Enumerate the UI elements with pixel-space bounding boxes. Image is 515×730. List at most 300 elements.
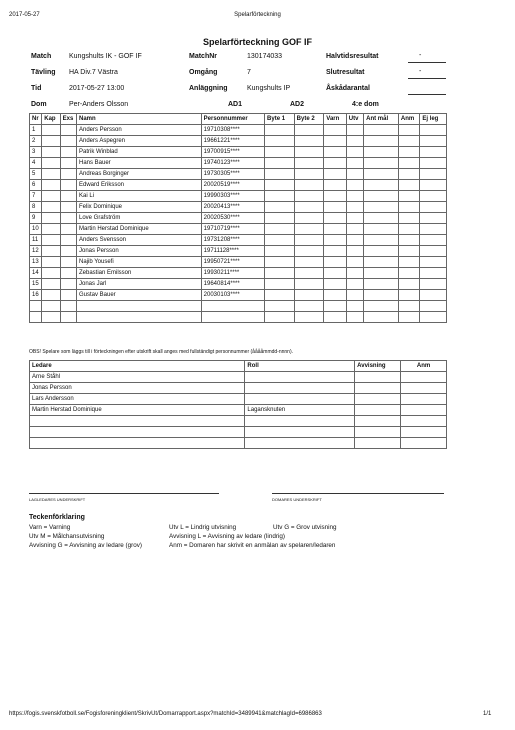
player-cell xyxy=(346,158,363,169)
player-cell xyxy=(60,224,76,235)
player-nr xyxy=(30,312,42,323)
leaders-header-row xyxy=(30,361,447,372)
leader-row xyxy=(30,438,447,449)
player-cell xyxy=(60,301,76,312)
player-row xyxy=(30,224,447,235)
player-cell xyxy=(265,147,295,158)
player-cell xyxy=(420,180,447,191)
player-cell xyxy=(420,224,447,235)
player-name: Anders Aspegren xyxy=(76,136,201,147)
askadar-line xyxy=(408,94,446,95)
player-personnummer: 19700915**** xyxy=(201,147,264,158)
player-cell xyxy=(324,301,346,312)
player-row xyxy=(30,147,447,158)
leaders-col-header: Ledare xyxy=(30,361,245,372)
ad1-label: AD1 xyxy=(228,101,243,108)
player-nr: 14 xyxy=(30,268,42,279)
players-col-header: Kap xyxy=(42,114,60,125)
page-title: Spelarförteckning GOF IF xyxy=(202,37,312,47)
player-cell xyxy=(398,268,419,279)
player-personnummer: 20020413**** xyxy=(201,202,264,213)
player-cell xyxy=(265,136,295,147)
player-cell xyxy=(265,191,295,202)
legend-anm: Anm = Domaren har skrivit en anmälan av spelaren/ledaren xyxy=(169,542,336,549)
player-cell xyxy=(60,169,76,180)
player-name: Anders Svensson xyxy=(76,235,201,246)
askadar-label: Åskådarantal xyxy=(326,85,370,92)
player-personnummer: 19640814**** xyxy=(201,279,264,290)
player-cell xyxy=(294,136,324,147)
player-cell xyxy=(42,213,60,224)
player-cell xyxy=(346,202,363,213)
player-cell xyxy=(294,125,324,136)
player-cell xyxy=(324,246,346,257)
legend-utv-g: Utv G = Grov utvisning xyxy=(273,524,337,531)
leader-cell xyxy=(355,372,401,383)
players-col-header: Nr xyxy=(30,114,42,125)
matchnr-label: MatchNr xyxy=(189,53,218,60)
note-text: OBS! Spelare som läggs till i förteckningen efter utskrift skall anges med fullständigt personnummer (ååååmmdd-nnnn). xyxy=(29,349,294,355)
footer-url: https://fogis.svenskfotboll.se/Fogisforeningklient/SkrivUt/Domarrapport.aspx?matchId=3489941&matchlagId=6986863 xyxy=(9,711,322,717)
player-nr: 1 xyxy=(30,125,42,136)
players-col-header: Namn xyxy=(76,114,201,125)
player-cell xyxy=(324,147,346,158)
player-cell xyxy=(346,268,363,279)
player-cell xyxy=(398,191,419,202)
player-row xyxy=(30,180,447,191)
player-cell xyxy=(265,213,295,224)
player-cell xyxy=(60,290,76,301)
player-cell xyxy=(364,279,399,290)
player-cell xyxy=(294,213,324,224)
player-cell xyxy=(420,202,447,213)
player-cell xyxy=(265,169,295,180)
leader-cell xyxy=(355,416,401,427)
player-personnummer: 19711128**** xyxy=(201,246,264,257)
player-personnummer: 19930211**** xyxy=(201,268,264,279)
leader-role xyxy=(245,416,355,427)
player-cell xyxy=(420,312,447,323)
players-col-header: Utv xyxy=(346,114,363,125)
player-row xyxy=(30,268,447,279)
leader-cell xyxy=(355,427,401,438)
player-cell xyxy=(398,279,419,290)
player-nr: 12 xyxy=(30,246,42,257)
legend-varn: Varn = Varning xyxy=(29,524,71,531)
player-cell xyxy=(398,257,419,268)
player-cell xyxy=(398,290,419,301)
player-cell xyxy=(265,180,295,191)
leader-role xyxy=(245,438,355,449)
player-cell xyxy=(294,290,324,301)
player-cell xyxy=(324,169,346,180)
player-personnummer: 19710719**** xyxy=(201,224,264,235)
player-cell xyxy=(324,290,346,301)
player-cell xyxy=(364,125,399,136)
player-nr: 5 xyxy=(30,169,42,180)
leader-cell xyxy=(401,394,447,405)
player-cell xyxy=(420,125,447,136)
player-row xyxy=(30,301,447,312)
leaders-col-header: Avvisning xyxy=(355,361,401,372)
player-cell xyxy=(346,235,363,246)
legend-avvisning-g: Avvisning G = Avvisning av ledare (grov) xyxy=(29,542,142,549)
player-cell xyxy=(42,125,60,136)
player-cell xyxy=(265,125,295,136)
players-col-header: Personnummer xyxy=(201,114,264,125)
anlaggning-value: Kungshults IP xyxy=(247,85,291,92)
players-header-row xyxy=(30,114,447,125)
player-cell xyxy=(398,125,419,136)
player-cell xyxy=(294,191,324,202)
player-cell xyxy=(265,158,295,169)
leader-role xyxy=(245,372,355,383)
player-cell xyxy=(294,257,324,268)
player-cell xyxy=(265,246,295,257)
player-cell xyxy=(398,180,419,191)
player-cell xyxy=(42,147,60,158)
player-cell xyxy=(346,224,363,235)
legend-avvisning-l: Avvisning L = Avvisning av ledare (lindrig) xyxy=(169,533,285,540)
referee-signature-label: DOMARES UNDERSKRIFT xyxy=(272,497,322,502)
player-cell xyxy=(346,290,363,301)
player-cell xyxy=(420,191,447,202)
player-cell xyxy=(324,224,346,235)
player-cell xyxy=(42,191,60,202)
player-name xyxy=(76,312,201,323)
player-cell xyxy=(42,290,60,301)
player-nr: 16 xyxy=(30,290,42,301)
player-personnummer: 20020519**** xyxy=(201,180,264,191)
player-cell xyxy=(420,169,447,180)
player-cell xyxy=(420,235,447,246)
players-col-header: Ant mål xyxy=(364,114,399,125)
player-cell xyxy=(60,279,76,290)
tavling-value: HA Div.7 Västra xyxy=(69,69,118,76)
player-cell xyxy=(324,279,346,290)
player-name: Najib Yousefi xyxy=(76,257,201,268)
player-cell xyxy=(265,268,295,279)
player-row xyxy=(30,279,447,290)
player-cell xyxy=(324,136,346,147)
player-nr: 8 xyxy=(30,202,42,213)
players-col-header: Varn xyxy=(324,114,346,125)
leaders-col-header: Roll xyxy=(245,361,355,372)
player-name: Zebastian Emilsson xyxy=(76,268,201,279)
player-cell xyxy=(265,312,295,323)
halvtid-line xyxy=(408,62,446,63)
leader-cell xyxy=(401,438,447,449)
player-cell xyxy=(420,268,447,279)
player-cell xyxy=(42,312,60,323)
player-cell xyxy=(42,246,60,257)
legend-title: Teckenförklaring xyxy=(29,514,85,521)
tid-value: 2017-05-27 13:00 xyxy=(69,85,125,92)
leaders-col-header: Anm xyxy=(401,361,447,372)
player-cell xyxy=(265,235,295,246)
leader-role xyxy=(245,394,355,405)
leader-row xyxy=(30,383,447,394)
player-name: Gustav Bauer xyxy=(76,290,201,301)
player-cell xyxy=(265,301,295,312)
player-cell xyxy=(60,158,76,169)
leader-name xyxy=(30,438,245,449)
player-cell xyxy=(60,125,76,136)
tavling-label: Tävling xyxy=(31,69,56,76)
player-name: Anders Persson xyxy=(76,125,201,136)
leader-row xyxy=(30,405,447,416)
player-cell xyxy=(294,268,324,279)
referee-signature-line xyxy=(272,493,444,494)
player-cell xyxy=(324,312,346,323)
player-cell xyxy=(294,279,324,290)
leader-cell xyxy=(355,438,401,449)
player-personnummer: 19661221**** xyxy=(201,136,264,147)
leader-row xyxy=(30,394,447,405)
leaders-table xyxy=(29,360,447,449)
player-personnummer: 20030103**** xyxy=(201,290,264,301)
player-cell xyxy=(42,257,60,268)
player-cell xyxy=(324,191,346,202)
player-cell xyxy=(42,158,60,169)
player-cell xyxy=(42,180,60,191)
leader-cell xyxy=(355,405,401,416)
player-cell xyxy=(398,147,419,158)
leader-role xyxy=(245,383,355,394)
player-cell xyxy=(42,268,60,279)
player-cell xyxy=(42,224,60,235)
player-cell xyxy=(346,136,363,147)
player-name: Jonas Persson xyxy=(76,246,201,257)
player-cell xyxy=(398,301,419,312)
player-cell xyxy=(398,202,419,213)
player-personnummer: 19740123**** xyxy=(201,158,264,169)
player-personnummer: 19710308**** xyxy=(201,125,264,136)
leader-name: Jonas Persson xyxy=(30,383,245,394)
player-cell xyxy=(60,147,76,158)
leader-cell xyxy=(401,383,447,394)
ad2-label: AD2 xyxy=(290,101,305,108)
anlaggning-label: Anläggning xyxy=(189,85,228,92)
player-cell xyxy=(60,312,76,323)
leader-cell xyxy=(355,394,401,405)
player-cell xyxy=(60,180,76,191)
players-table xyxy=(29,113,447,323)
players-col-header: Byte 1 xyxy=(265,114,295,125)
player-cell xyxy=(364,312,399,323)
slut-value: - xyxy=(419,68,422,75)
player-cell xyxy=(346,191,363,202)
player-row xyxy=(30,125,447,136)
player-cell xyxy=(398,224,419,235)
player-cell xyxy=(324,202,346,213)
player-cell xyxy=(265,257,295,268)
print-date: 2017-05-27 xyxy=(9,12,40,18)
player-cell xyxy=(398,158,419,169)
leader-name: Lars Andersson xyxy=(30,394,245,405)
player-row xyxy=(30,312,447,323)
player-cell xyxy=(346,257,363,268)
match-value: Kungshults IK - GOF IF xyxy=(69,53,142,60)
players-col-header: Byte 2 xyxy=(294,114,324,125)
player-cell xyxy=(364,136,399,147)
player-cell xyxy=(420,136,447,147)
player-cell xyxy=(265,202,295,213)
legend-utv-l: Utv L = Lindrig utvisning xyxy=(169,524,237,531)
leader-name: Martin Herstad Dominique xyxy=(30,405,245,416)
player-nr: 7 xyxy=(30,191,42,202)
player-cell xyxy=(60,202,76,213)
dom-value: Per-Anders Olsson xyxy=(69,101,129,108)
player-personnummer xyxy=(201,312,264,323)
player-name xyxy=(76,301,201,312)
leader-signature-line xyxy=(29,493,219,494)
player-nr: 2 xyxy=(30,136,42,147)
player-cell xyxy=(420,301,447,312)
player-row xyxy=(30,158,447,169)
player-cell xyxy=(364,158,399,169)
player-cell xyxy=(42,136,60,147)
player-cell xyxy=(324,268,346,279)
player-cell xyxy=(346,246,363,257)
leader-name xyxy=(30,416,245,427)
player-nr: 3 xyxy=(30,147,42,158)
dom-label: Dom xyxy=(31,101,47,108)
match-label: Match xyxy=(31,53,52,60)
halvtid-label: Halvtidsresultat xyxy=(326,53,379,60)
player-cell xyxy=(420,279,447,290)
player-personnummer xyxy=(201,301,264,312)
leader-cell xyxy=(401,405,447,416)
player-cell xyxy=(60,268,76,279)
player-cell xyxy=(420,246,447,257)
player-personnummer: 19731208**** xyxy=(201,235,264,246)
player-cell xyxy=(294,147,324,158)
leader-name xyxy=(30,427,245,438)
player-cell xyxy=(364,290,399,301)
player-row xyxy=(30,257,447,268)
player-cell xyxy=(364,301,399,312)
player-personnummer: 19990303**** xyxy=(201,191,264,202)
player-cell xyxy=(420,257,447,268)
leader-role: Lagansknuten xyxy=(245,405,355,416)
player-cell xyxy=(60,213,76,224)
player-nr: 4 xyxy=(30,158,42,169)
player-nr: 13 xyxy=(30,257,42,268)
player-name: Kai Li xyxy=(76,191,201,202)
slut-line xyxy=(408,78,446,79)
player-cell xyxy=(346,180,363,191)
player-cell xyxy=(324,158,346,169)
players-col-header: Exs xyxy=(60,114,76,125)
leaders-body xyxy=(30,372,447,449)
player-cell xyxy=(294,224,324,235)
player-cell xyxy=(346,147,363,158)
player-row xyxy=(30,202,447,213)
player-cell xyxy=(60,235,76,246)
player-nr: 6 xyxy=(30,180,42,191)
player-cell xyxy=(364,235,399,246)
player-cell xyxy=(324,257,346,268)
player-cell xyxy=(346,213,363,224)
player-row xyxy=(30,213,447,224)
player-cell xyxy=(324,213,346,224)
player-cell xyxy=(398,246,419,257)
player-name: Felix Dominique xyxy=(76,202,201,213)
player-cell xyxy=(42,279,60,290)
leader-cell xyxy=(401,427,447,438)
player-nr xyxy=(30,301,42,312)
player-name: Love Grafström xyxy=(76,213,201,224)
player-cell xyxy=(60,136,76,147)
player-cell xyxy=(420,290,447,301)
leader-role xyxy=(245,427,355,438)
player-cell xyxy=(398,312,419,323)
leader-cell xyxy=(401,416,447,427)
player-cell xyxy=(346,125,363,136)
player-cell xyxy=(294,246,324,257)
player-cell xyxy=(265,290,295,301)
player-cell xyxy=(42,235,60,246)
player-nr: 10 xyxy=(30,224,42,235)
player-cell xyxy=(324,235,346,246)
player-cell xyxy=(42,301,60,312)
leader-row xyxy=(30,416,447,427)
player-personnummer: 20020530**** xyxy=(201,213,264,224)
leader-row xyxy=(30,427,447,438)
player-cell xyxy=(364,268,399,279)
slut-label: Slutresultat xyxy=(326,69,365,76)
player-cell xyxy=(265,224,295,235)
leader-cell xyxy=(355,383,401,394)
player-cell xyxy=(324,125,346,136)
player-cell xyxy=(364,246,399,257)
tid-label: Tid xyxy=(31,85,42,92)
player-cell xyxy=(294,202,324,213)
player-cell xyxy=(420,158,447,169)
player-cell xyxy=(364,169,399,180)
player-name: Martin Herstad Dominique xyxy=(76,224,201,235)
player-nr: 15 xyxy=(30,279,42,290)
player-cell xyxy=(294,301,324,312)
players-body xyxy=(30,125,447,323)
player-cell xyxy=(294,235,324,246)
player-cell xyxy=(265,279,295,290)
leader-signature-label: LAGLEDARES UNDERSKRIFT xyxy=(29,497,86,502)
page-number: 1/1 xyxy=(483,711,492,717)
player-personnummer: 19950721**** xyxy=(201,257,264,268)
player-row xyxy=(30,169,447,180)
player-name: Patrik Winblad xyxy=(76,147,201,158)
player-cell xyxy=(346,301,363,312)
player-cell xyxy=(42,169,60,180)
player-cell xyxy=(420,147,447,158)
player-row xyxy=(30,235,447,246)
player-cell xyxy=(60,257,76,268)
player-cell xyxy=(294,169,324,180)
player-cell xyxy=(398,136,419,147)
player-cell xyxy=(398,213,419,224)
player-cell xyxy=(364,224,399,235)
player-cell xyxy=(294,158,324,169)
player-cell xyxy=(364,257,399,268)
player-row xyxy=(30,246,447,257)
player-name: Andreas Borginger xyxy=(76,169,201,180)
player-row xyxy=(30,290,447,301)
players-col-header: Ej leg xyxy=(420,114,447,125)
player-cell xyxy=(42,202,60,213)
player-row xyxy=(30,191,447,202)
